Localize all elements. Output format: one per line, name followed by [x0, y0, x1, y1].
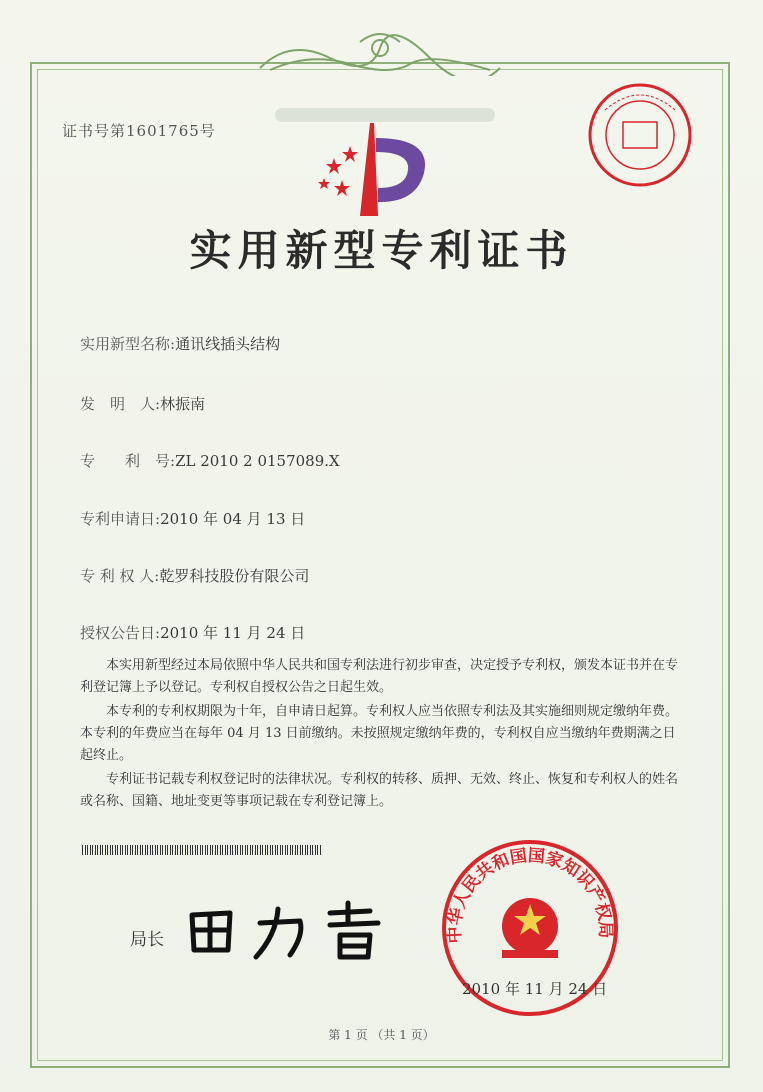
body-paragraph: 本实用新型经过本局依照中华人民共和国专利法进行初步审查，决定授予专利权，颁发本证书并在专利登记簿上予以登记。专利权自授权公告之日起生效。 [80, 658, 679, 695]
field-patent-number [80, 450, 340, 471]
agency-seal-stamp [585, 80, 695, 190]
body-paragraph: 本专利的专利权期限为十年，自申请日起算。专利权人应当依照专利法及其实施细则规定缴纳年费。本专利的年费应当在每年 04 月 13 日前缴纳。未按照规定缴纳年费的，专利权自应当缴纳年费期满之日起终止。 [80, 704, 679, 763]
field-value: 乾罗科技股份有限公司 [159, 567, 310, 585]
field-value: 2010 年 04 月 13 日 [160, 510, 306, 528]
director-label: 局长 [130, 930, 164, 950]
field-label: 专利申请日: [80, 510, 161, 528]
field-inventor [80, 393, 205, 414]
field-label: 专 利 权 人: [80, 567, 160, 585]
field-utility-model-name [80, 333, 280, 354]
seal-date: 2010 年 11 月 24 日 [462, 980, 608, 998]
certificate-number: 证书号第1601765号 [62, 122, 216, 140]
field-value: 林振南 [160, 395, 206, 413]
field-patentee [80, 565, 309, 586]
field-label: 授权公告日: [80, 624, 161, 642]
field-value: ZL 2010 2 0157089.X [175, 452, 340, 470]
patent-office-logo-icon [312, 118, 442, 218]
field-label: 发 明 人: [80, 395, 161, 413]
field-grant-date [80, 622, 305, 643]
seal-arc-text: 中华人民共和国国家知识产权局 [444, 845, 616, 944]
field-application-date [80, 508, 305, 529]
barcode [82, 845, 322, 855]
body-paragraph: 专利证书记载专利权登记时的法律状况。专利权的转移、质押、无效、终止、恢复和专利权人的姓名或名称、国籍、地址变更等事项记载在专利登记簿上。 [80, 772, 679, 809]
top-ornament-icon [250, 28, 510, 76]
field-label: 实用新型名称: [80, 335, 176, 353]
field-value: 2010 年 11 月 24 日 [160, 624, 306, 642]
certificate-body [80, 655, 680, 815]
director-signature [180, 895, 410, 965]
field-value: 通讯线插头结构 [175, 335, 281, 353]
certificate-title: 实用新型专利证书 [189, 226, 574, 275]
page-footer: 第 1 页 （共 1 页） [328, 1028, 435, 1042]
field-label: 专 利 号: [80, 452, 176, 470]
